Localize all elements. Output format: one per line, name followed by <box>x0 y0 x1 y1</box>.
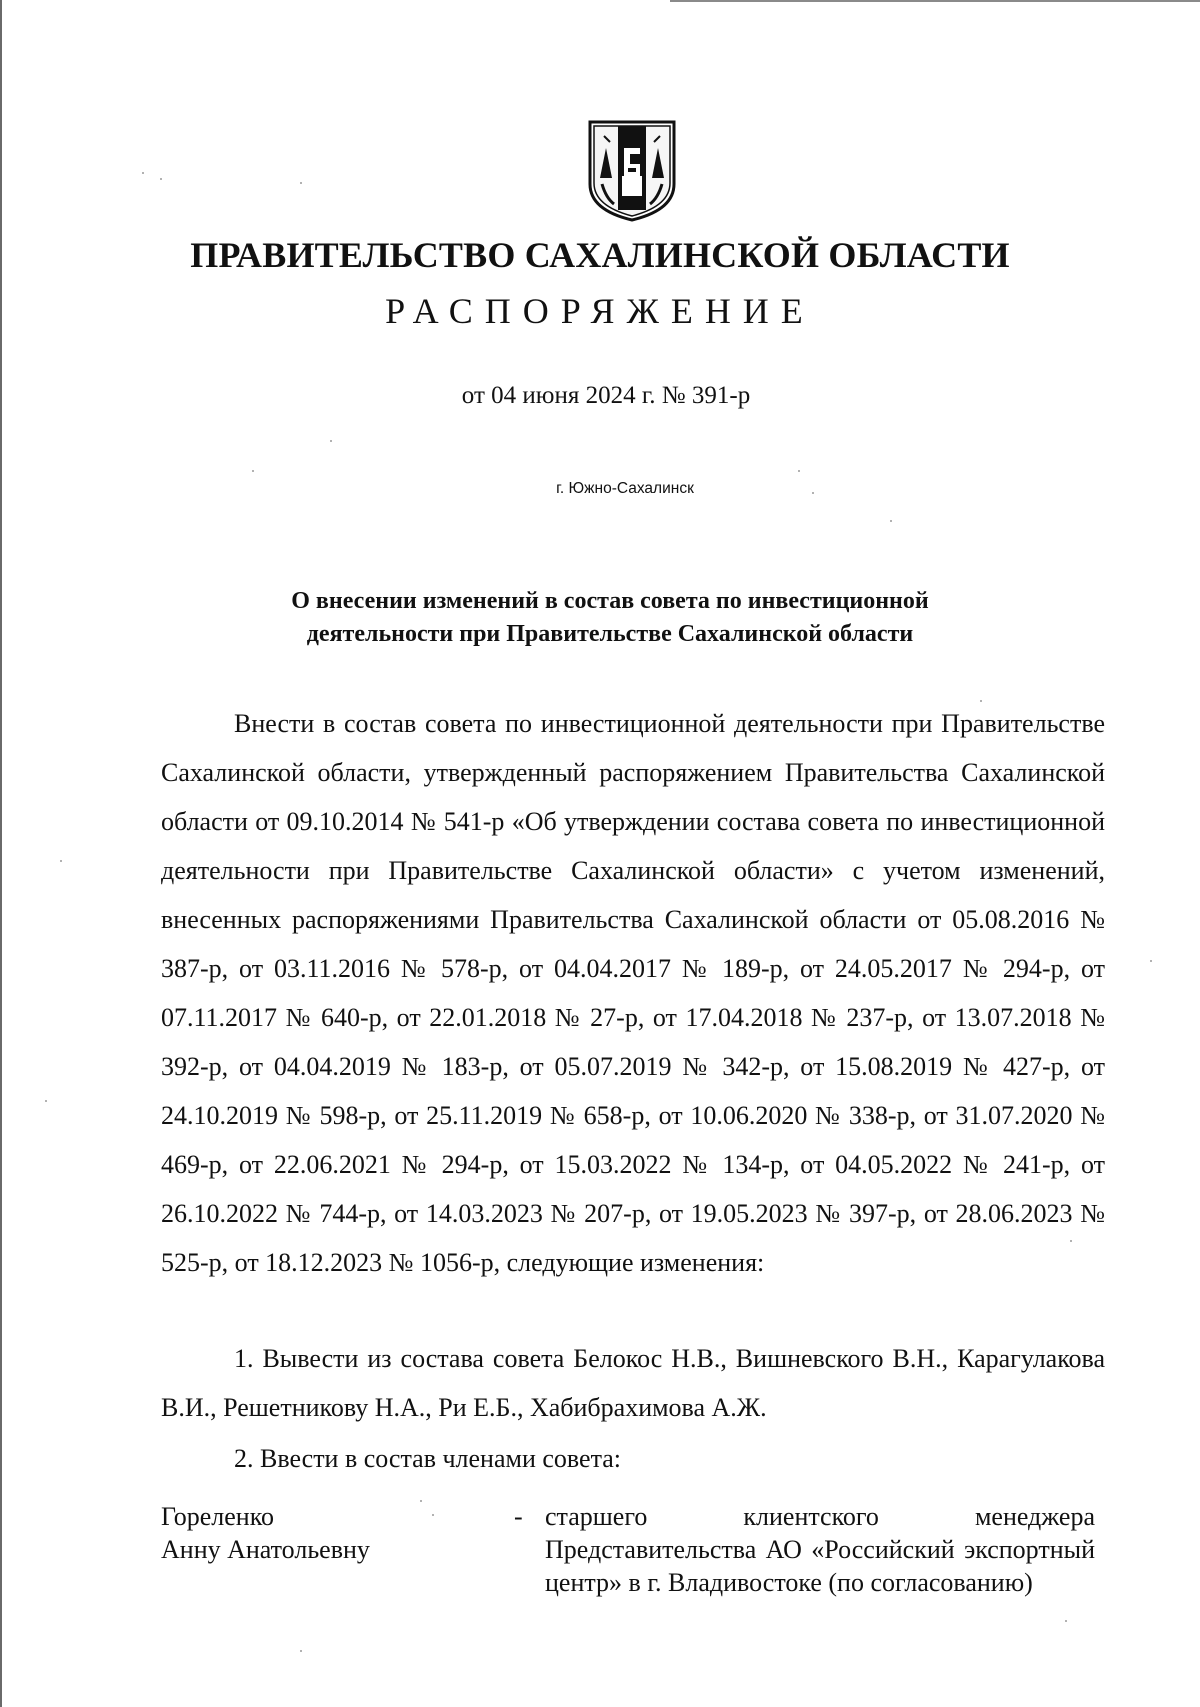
document-type: РАСПОРЯЖЕНИЕ <box>385 291 815 331</box>
government-title: ПРАВИТЕЛЬСТВО САХАЛИНСКОЙ ОБЛАСТИ <box>190 235 1010 275</box>
document-subject <box>150 585 1070 651</box>
document-city: г. Южно-Сахалинск <box>556 480 694 497</box>
member-surname: Гореленко <box>161 1502 275 1531</box>
body-paragraph: Внести в состав совета по инвестиционной деятельности при Правительстве Сахалинской области, утвержденный распоряжением Правительства Сахалинской области от 09.10.2014 № 541-р «Об утверждении состава совета по инвестиционной деятельности при Правительстве Сахалинской области» с учетом изменений, внесенных распоряжениями Правительства Сахалинской области от 05.08.2016 № 387-р, от 03.11.2016 № 578-р, от 04.04.2017 № 189-р, от 24.05.2017 № 294-р, от 07.11.2017 № 640-р, от 22.01.2018 № 27-р, от 17.04.2018 № 237-р, от 13.07.2018 № 392-р, от 04.04.2019 № 183-р, от 05.07.2019 № 342-р, от 15.08.2019 № 427-р, от 24.10.2019 № 598-р, от 25.11.2019 № 658-р, от 10.06.2020 № 338-р, от 31.07.2020 № 469-р, от 22.06.2021 № 294-р, от 15.03.2022 № 134-р, от 04.05.2022 № 241-р, от 26.10.2022 № 744-р, от 14.03.2023 № 207-р, от 19.05.2023 № 397-р, от 28.06.2023 № 525-р, от 18.12.2023 № 1056-р, следующие изменения: <box>161 709 1105 1277</box>
member-given-names: Анну Анатольевну <box>161 1535 370 1564</box>
scan-top-rule <box>670 0 1200 2</box>
document-date-number: от 04 июня 2024 г. № 391-р <box>461 382 751 409</box>
item-1-remove-members: 1. Вывести из состава совета Белокос Н.В., Вишневского В.Н., Карагулакова В.И., Решетникову Н.А., Ри Е.Б., Хабибрахимова А.Ж. <box>161 1344 1105 1422</box>
item-2-add-members: 2. Ввести в состав членами совета: <box>234 1444 622 1473</box>
member-dash: - <box>514 1502 523 1531</box>
sakhalin-coat-of-arms-icon <box>584 118 680 222</box>
subject-line-2: деятельности при Правительстве Сахалинской области <box>306 621 914 647</box>
member-name <box>161 1500 481 1566</box>
member-role: старшего клиентского менеджера Представительства АО «Российский экспортный центр» в г. Владивостоке (по согласованию) <box>545 1502 1095 1597</box>
subject-line-1: О внесении изменений в состав совета по инвестиционной <box>291 588 929 614</box>
